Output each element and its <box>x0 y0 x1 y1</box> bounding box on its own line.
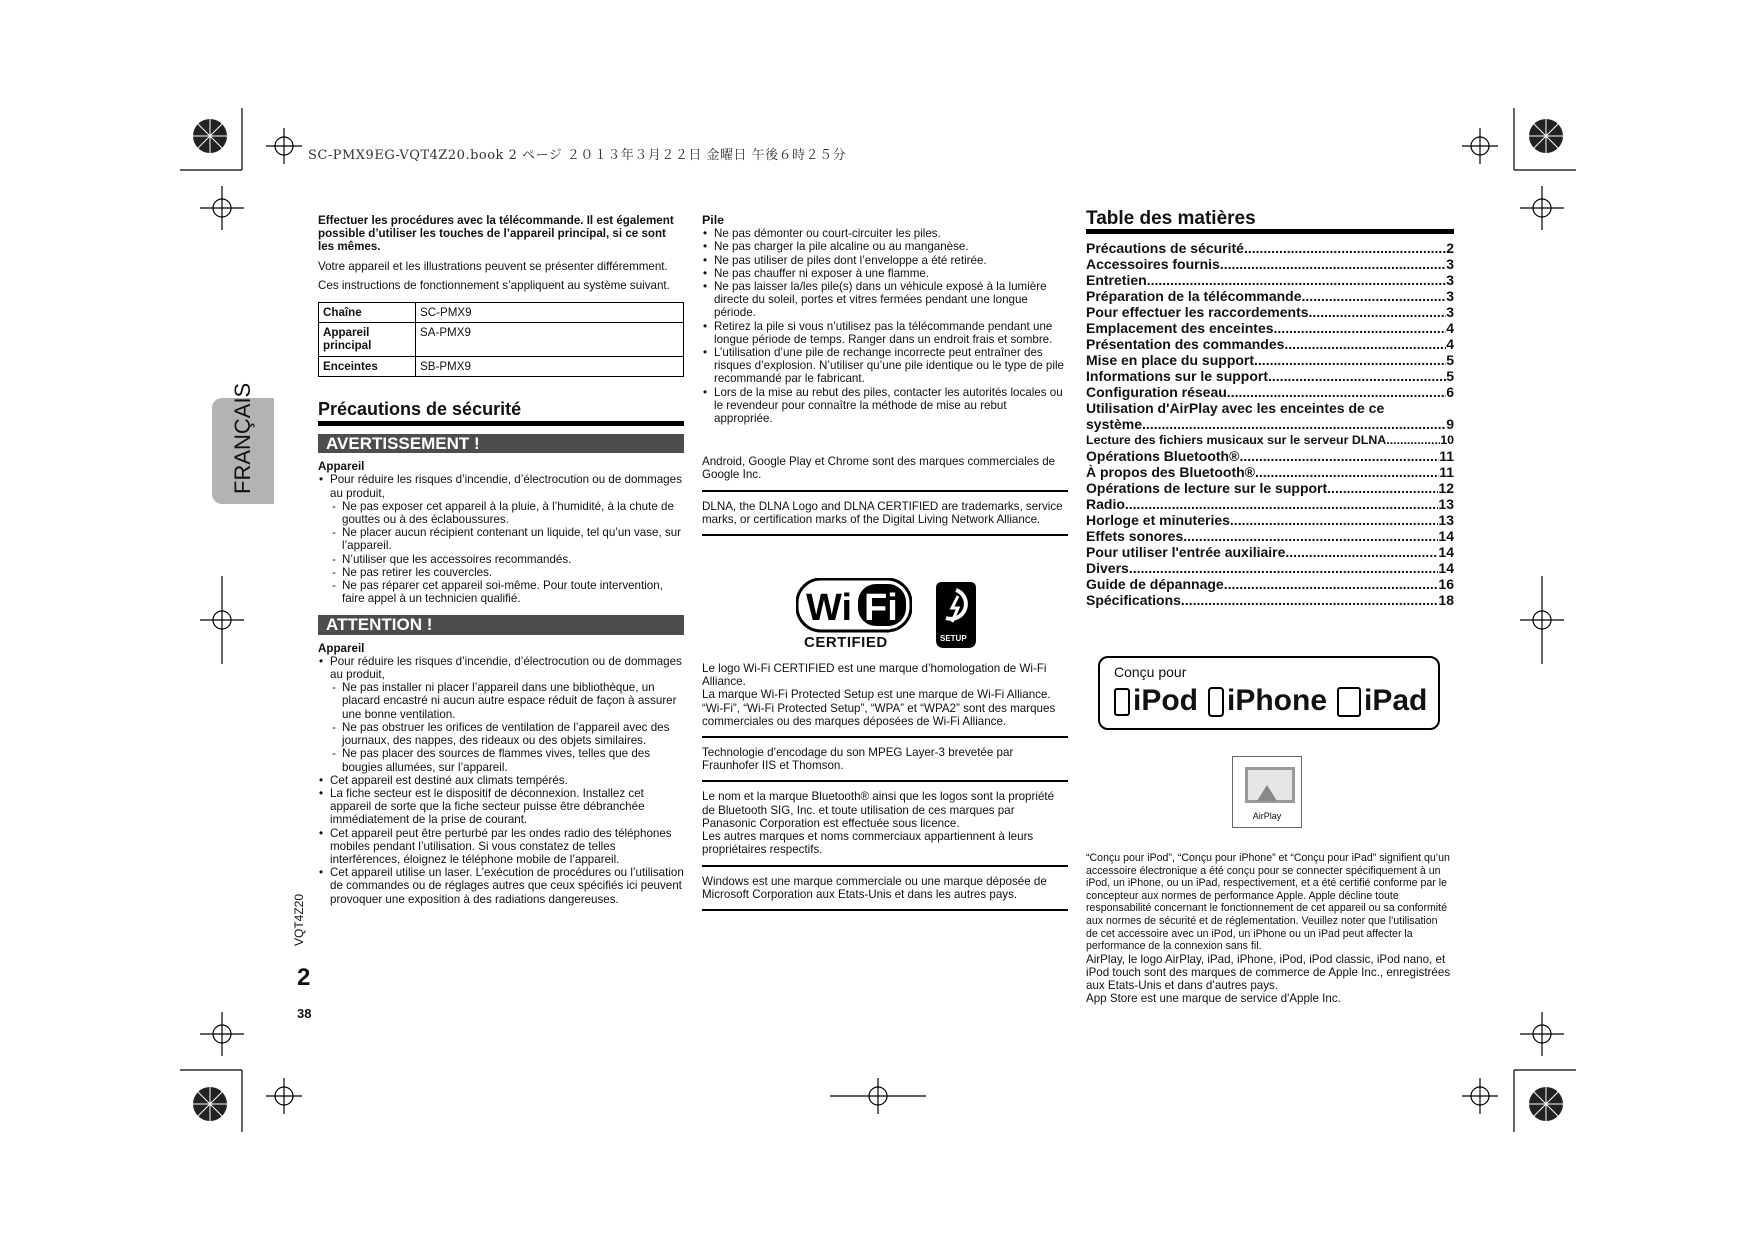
list-item: - Ne pas placer des sources de flammes vives, telles que des bougies allumées, sur l’appareil. <box>330 747 684 773</box>
list-item: • Retirez la pile si vous n’utilisez pas la télécommande pendant une longue période de temps. Ranger dans un endroit frais et sombre. <box>702 320 1068 346</box>
toc-item: Divers ..... 14 <box>1086 560 1454 576</box>
toc-item: Radio ..... 13 <box>1086 496 1454 512</box>
mpeg-notice: Technologie d’encodage du son MPEG Layer-3 brevetée par Fraunhofer IIS et Thomson. <box>702 746 1014 773</box>
wifi-notice-1: Le logo Wi-Fi CERTIFIED est une marque d’homologation de Wi-Fi Alliance. <box>702 662 1047 689</box>
apple-notices <box>1086 852 1452 1006</box>
toc-item: Accessoires fournis ..... 3 <box>1086 256 1454 272</box>
list-item: - Ne pas obstruer les orifices de ventilation de l’appareil avec des journaux, des nappes, des rideaux ou des objets similaires. <box>330 721 684 747</box>
list-item: - Ne placer aucun récipient contenant un liquide, tel qu’un vase, sur l’appareil. <box>330 526 684 552</box>
made-for-ipod-badge <box>1098 656 1440 730</box>
toc-item: Opérations de lecture sur le support ..... 12 <box>1086 480 1454 496</box>
made-for-label: Conçu pour <box>1114 664 1187 680</box>
toc-item: Spécifications ..... 18 <box>1086 592 1454 608</box>
toc-item: Opérations Bluetooth® ..... 11 <box>1086 448 1454 464</box>
list-item: • Cet appareil utilise un laser. L’exécution de procédures ou l’utilisation de commandes ou de réglages autres que ceux spécifiés ici peuvent provoquer une exposition à des radiations dangereuses. <box>318 866 684 906</box>
warning-dash-list <box>330 500 684 606</box>
toc-item: Présentation des commandes ..... 4 <box>1086 336 1454 352</box>
doc-code: VQT4Z20 <box>292 893 306 946</box>
list-item: • L’utilisation d’une pile de rechange incorrecte peut entraîner des risques d’explosion. N’utiliser qu’une pile identique ou le type de pile recommandé par le fabricant. <box>702 346 1068 386</box>
attention-dash-list <box>330 681 684 773</box>
column-right <box>1086 208 1454 609</box>
wifi-notice-3: “Wi-Fi”, “Wi-Fi Protected Setup”, “WPA” et “WPA2” sont des marques commerciales ou des marques déposées de Wi-Fi Alliance. <box>702 701 1056 728</box>
appstore-note: App Store est une marque de service d'Apple Inc. <box>1086 992 1341 1006</box>
list-item: - Ne pas exposer cet appareil à la pluie, à l’humidité, à la chute de gouttes ou à des éclaboussures. <box>330 500 684 526</box>
toc-item: Emplacement des enceintes ..... 4 <box>1086 320 1454 336</box>
divider <box>702 780 1068 782</box>
column-left <box>318 214 684 906</box>
bluetooth-notice-1: Le nom et la marque Bluetooth® ainsi que les logos sont la propriété de Bluetooth SIG, Inc. et toute utilisation de ces marques par Panasonic Corporation est effectuée sous licence. <box>702 790 1055 830</box>
table-row <box>319 356 684 376</box>
attention-subheading: Appareil <box>318 641 365 655</box>
toc-item: Informations sur le support ..... 5 <box>1086 368 1454 384</box>
toc-item: Mise en place du support ..... 5 <box>1086 352 1454 368</box>
divider <box>702 865 1068 867</box>
ipod-icon <box>1114 688 1130 716</box>
list-item: - N’utiliser que les accessoires recommandés. <box>330 553 684 566</box>
iphone-icon <box>1208 687 1224 717</box>
ipod-label: iPod <box>1114 684 1198 718</box>
iphone-label: iPhone <box>1208 684 1327 718</box>
wifi-logo-text <box>796 578 797 579</box>
wifi-certified-label: CERTIFIED <box>804 634 888 651</box>
list-item: • Cet appareil peut être perturbé par les ondes radio des téléphones mobiles pendant l’utilisation. Si vous constatez de telles interférences, éloignez le téléphone mobile de l’appareil. <box>318 827 684 867</box>
list-item: • Ne pas charger la pile alcaline ou au manganèse. <box>702 240 1068 253</box>
list-item: - Ne pas installer ni placer l’appareil dans une bibliothèque, un placard encastré ni aucun autre espace réduit de façon à assurer une bonne ventilation. <box>330 681 684 721</box>
bluetooth-notice-2: Les autres marques et noms commerciaux appartiennent à leurs propriétaires respectifs. <box>702 830 1034 857</box>
airplay-triangle-icon <box>1257 785 1277 801</box>
column-middle <box>702 214 1068 919</box>
toc-item: À propos des Bluetooth® ..... 11 <box>1086 464 1454 480</box>
page-number-alt: 38 <box>297 1006 312 1021</box>
toc-list <box>1086 240 1454 400</box>
list-item: • Lors de la mise au rebut des piles, contacter les autorités locales ou le revendeur pour connaître la méthode de mise au rebut appropriée. <box>702 386 1068 426</box>
table-key: Chaîne <box>319 303 416 323</box>
book-header: SC-PMX9EG-VQT4Z20.book 2 ページ ２０１３年３月２２日 金曜日 午後６時２５分 <box>308 148 847 163</box>
airplay-label: AirPlay <box>1252 811 1282 821</box>
system-table <box>318 302 684 377</box>
warning-subheading: Appareil <box>318 460 365 474</box>
language-tab <box>212 382 274 504</box>
airplay-logo <box>1232 756 1302 828</box>
toc-item: système ..... 9 <box>1086 416 1454 432</box>
attention-banner: ATTENTION ! <box>318 615 684 634</box>
toc-item: Effets sonores ..... 14 <box>1086 528 1454 544</box>
toc-heading: Table des matières <box>1086 212 1454 234</box>
toc-item: Pour effectuer les raccordements ..... 3 <box>1086 304 1454 320</box>
divider <box>702 534 1068 536</box>
language-tab-label: FRANÇAIS <box>230 382 255 494</box>
table-key: Enceintes <box>319 356 416 376</box>
toc-item: Utilisation d'AirPlay avec les enceintes de ce <box>1086 400 1385 417</box>
airplay-note: AirPlay, le logo AirPlay, iPad, iPhone, iPod, iPod classic, iPod nano, et iPod touch sont des marques de commerce de Apple Inc., enregistrées aux Etats-Unis et dans d’autres pays. <box>1086 952 1451 993</box>
warning-list <box>318 473 684 605</box>
svg-text:Wi: Wi <box>806 587 853 629</box>
table-value: SA-PMX9 <box>416 323 684 356</box>
table-value: SB-PMX9 <box>416 356 684 376</box>
list-item: • Ne pas utiliser de piles dont l’enveloppe a été retirée. <box>702 254 1068 267</box>
wifi-notice-2: La marque Wi-Fi Protected Setup est une marque de Wi-Fi Alliance. <box>702 688 1051 702</box>
pile-list <box>702 227 1068 425</box>
divider <box>702 736 1068 738</box>
list-item: • Ne pas laisser la/les pile(s) dans un véhicule exposé à la lumière directe du soleil, portes et vitres fermées pendant une longue période. <box>702 280 1068 320</box>
toc-item: Guide de dépannage ..... 16 <box>1086 576 1454 592</box>
intro-bold: Effectuer les procédures avec la télécommande. Il est également possible d’utiliser les touches de l’appareil principal, si ce sont les mêmes. <box>318 214 674 254</box>
list-item: • Pour réduire les risques d’incendie, d’électrocution ou de dommages au produit, - Ne pas installer ni placer l’appareil dans une bibliothèque, un placard encastré ni aucun autre espace réduit de façon à assurer une bonne ventilation. - Ne pas obstruer les orifices de ventilation de l’appareil avec des journaux, des nappes, des rideaux ou des objets similaires. - Ne pas placer des sources de flammes vives, telles que des bougies allumées, sur l’appareil. <box>318 655 684 774</box>
ipad-label: iPad <box>1337 684 1427 718</box>
dlna-notice: DLNA, the DLNA Logo and DLNA CERTIFIED are trademarks, service marks, or certification marks of the Digital Living Network Alliance. <box>702 499 1063 526</box>
wps-label: SETUP <box>940 634 967 643</box>
intro-p1: Votre appareil et les illustrations peuvent se présenter différemment. <box>318 259 668 273</box>
list-item: - Ne pas retirer les couvercles. <box>330 566 684 579</box>
windows-notice: Windows est une marque commerciale ou une marque déposée de Microsoft Corporation aux Etats-Unis et dans les autres pays. <box>702 874 1047 901</box>
made-for-devices <box>1114 684 1427 718</box>
intro-p2: Ces instructions de fonctionnement s’appliquent au système suivant. <box>318 278 670 292</box>
svg-text:Fi: Fi <box>864 587 898 629</box>
toc-item: Configuration réseau ..... 6 <box>1086 384 1454 400</box>
table-value: SC-PMX9 <box>416 303 684 323</box>
list-item: - Ne pas réparer cet appareil soi-même. Pour toute intervention, faire appel à un technicien qualifié. <box>330 579 684 605</box>
table-row <box>319 323 684 356</box>
page-number: 2 <box>297 964 311 991</box>
safety-heading: Précautions de sécurité <box>318 403 684 426</box>
divider <box>702 909 1068 911</box>
table-row <box>319 303 684 323</box>
divider <box>702 490 1068 492</box>
toc-item: Précautions de sécurité ..... 2 <box>1086 240 1454 256</box>
android-notice: Android, Google Play et Chrome sont des marques commerciales de Google Inc. <box>702 455 1056 482</box>
table-key: Appareil principal <box>319 323 416 356</box>
list-item: • Ne pas chauffer ni exposer à une flamme. <box>702 267 1068 280</box>
ipad-icon <box>1337 687 1361 717</box>
list-item: • Cet appareil est destiné aux climats tempérés. <box>318 774 684 787</box>
list-item: • Pour réduire les risques d’incendie, d’électrocution ou de dommages au produit, - Ne pas exposer cet appareil à la pluie, à l’humidité, à la chute de gouttes ou à des éclaboussures. - Ne placer aucun récipient contenant un liquide, tel qu’un vase, sur l’appareil. - N’utiliser que les accessoires recommandés. - Ne pas retirer les couvercles. - Ne pas réparer cet appareil soi-même. Pour toute intervention, faire appel à un technicien qualifié. <box>318 473 684 605</box>
toc-list-2 <box>1086 448 1454 608</box>
toc-item: Entretien ..... 3 <box>1086 272 1454 288</box>
toc-item: Lecture des fichiers musicaux sur le serveur DLNA ..... 10 <box>1086 432 1454 448</box>
pile-heading: Pile <box>702 213 725 227</box>
toc-item: Pour utiliser l'entrée auxiliaire ..... 14 <box>1086 544 1454 560</box>
list-item: • Ne pas démonter ou court-circuiter les piles. <box>702 227 1068 240</box>
toc-item: Horloge et minuteries ..... 13 <box>1086 512 1454 528</box>
attention-list <box>318 655 684 906</box>
warning-banner: AVERTISSEMENT ! <box>318 434 684 453</box>
apple-note: “Conçu pour iPod”, “Conçu pour iPhone” et “Conçu pour iPad” signifient qu’un accessoire électronique a été conçu pour se connecter spécifiquement à un iPod, un iPhone, ou un iPad, respectivement, et a été certifié conforme par le concepteur aux normes de performance Apple. Apple décline toute responsabilité concernant le fonctionnement de cet appareil ou sa conformité aux normes de sécurité et de réglementation. Veuillez noter que l’utilisation de cet accessoire avec un iPod, un iPhone ou un iPad peut affecter la performance de la connexion sans fil. <box>1086 852 1450 953</box>
wifi-certified-logo <box>796 578 912 640</box>
toc-item: Préparation de la télécommande ..... 3 <box>1086 288 1454 304</box>
list-item: • La fiche secteur est le dispositif de déconnexion. Installez cet appareil de sorte que la fiche secteur puisse être débranchée immédiatement de la prise de courant. <box>318 787 684 827</box>
